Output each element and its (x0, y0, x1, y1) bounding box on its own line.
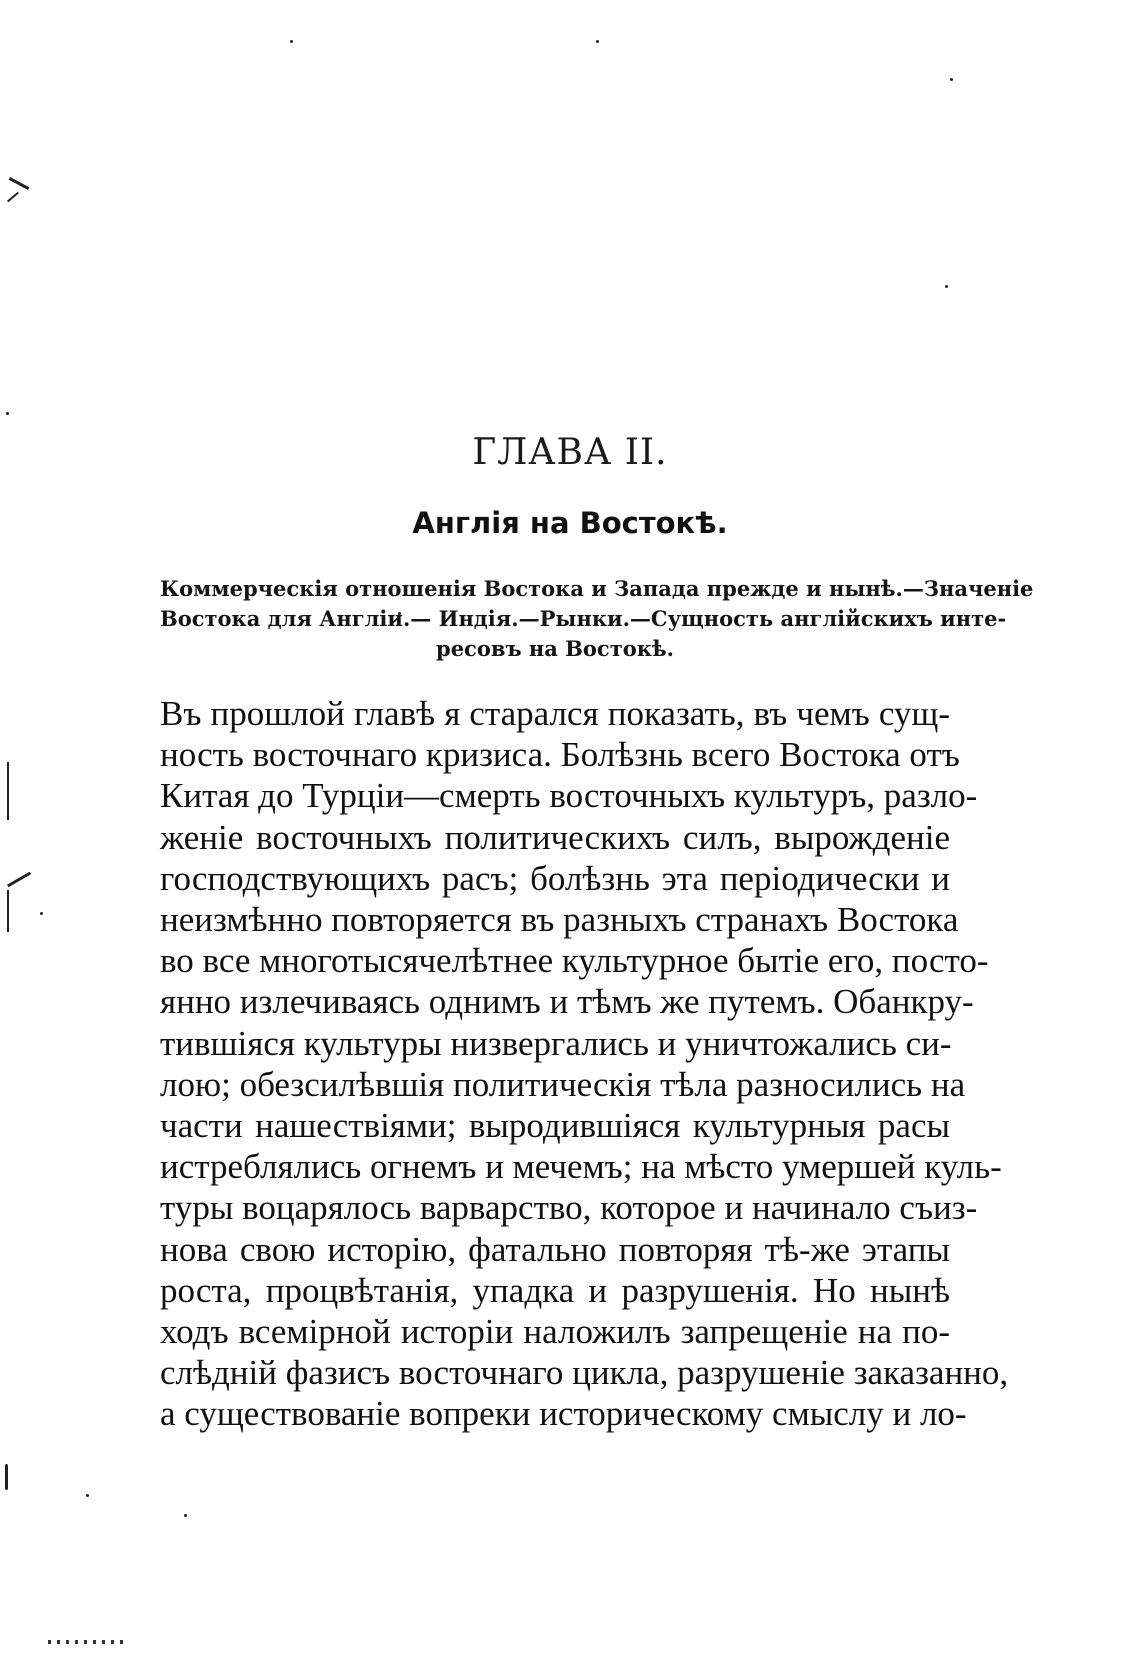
scan-dot-2 (596, 40, 599, 43)
body-line: лою; обезсилѣвшія политическія тѣла разносились на (160, 1064, 966, 1104)
body-line: слѣдній фазисъ восточнаго цикла, разрушеніе заказанно, (160, 1353, 1009, 1393)
body-line: ность восточнаго кризиса. Болѣзнь всего Востока отъ (160, 735, 960, 775)
scan-dot-8 (184, 1514, 187, 1517)
body-line: нова свою исторію, фатально повторяя тѣ-же этапы (160, 1229, 950, 1269)
scan-mark-top-left-2 (7, 192, 19, 203)
scan-dot-7 (40, 912, 43, 915)
synopsis-line: Коммерческія отношенія Востока и Запада прежде и нынѣ.—Значеніе (160, 576, 1034, 601)
scan-mark-bracket (5, 1464, 8, 1490)
body-line: господствующихъ расъ; болѣзнь эта періодически и (160, 858, 950, 898)
body-line: янно излечиваясь однимъ и тѣмъ же путемъ. Обанкру- (160, 982, 974, 1022)
margin-rule-2 (7, 890, 9, 932)
scan-dot-5 (6, 412, 9, 415)
synopsis-line: Востока для Англіи.— Индія.—Рынки.—Сущность англійскихъ инте- (160, 606, 1007, 631)
scan-dot-1 (290, 40, 293, 43)
margin-rule-1 (7, 762, 9, 820)
body-line: истреблялись огнемъ и мечемъ; на мѣсто умершей куль- (160, 1147, 1002, 1187)
body-line: ходъ всемірной исторіи наложилъ запрещеніе на по- (160, 1312, 950, 1352)
scan-mark-mid-left (7, 872, 31, 888)
body-line: неизмѣнно повторяется въ разныхъ странахъ Востока (160, 900, 959, 940)
scan-dot-3 (950, 78, 953, 81)
scan-mark-top-left (9, 177, 30, 190)
body-line: туры воцарялось варварство, которое и начинало съиз- (160, 1188, 978, 1228)
chapter-heading: ГЛАВА II. (472, 432, 668, 473)
scan-specks-bottom (48, 1640, 128, 1644)
body-line: Въ прошлой главѣ я старался показать, въ чемъ сущ- (160, 694, 950, 733)
body-line: женіе восточныхъ политическихъ силъ, вырожденіе (160, 817, 950, 857)
synopsis-line: ресовъ на Востокѣ. (436, 636, 674, 661)
body-line: Китая до Турціи—смерть восточныхъ культуръ, разло- (160, 776, 978, 816)
body-line: а существованіе вопреки историческому смыслу и ло- (160, 1394, 967, 1434)
body-line: тившіяся культуры низвергались и уничтожались си- (160, 1023, 952, 1063)
body-line: части нашествіями; выродившіяся культурныя расы (160, 1106, 950, 1146)
scan-dot-4 (945, 285, 948, 288)
body-line: во все многотысячелѣтнее культурное бытіе его, посто- (160, 941, 989, 981)
body-line: роста, процвѣтанія, упадка и разрушенія. Но нынѣ (160, 1270, 950, 1310)
scan-dot-9 (86, 1494, 89, 1497)
chapter-title: Англія на Востокѣ. (412, 506, 728, 540)
chapter-synopsis (160, 574, 1034, 664)
body-paragraph (160, 693, 1009, 1435)
